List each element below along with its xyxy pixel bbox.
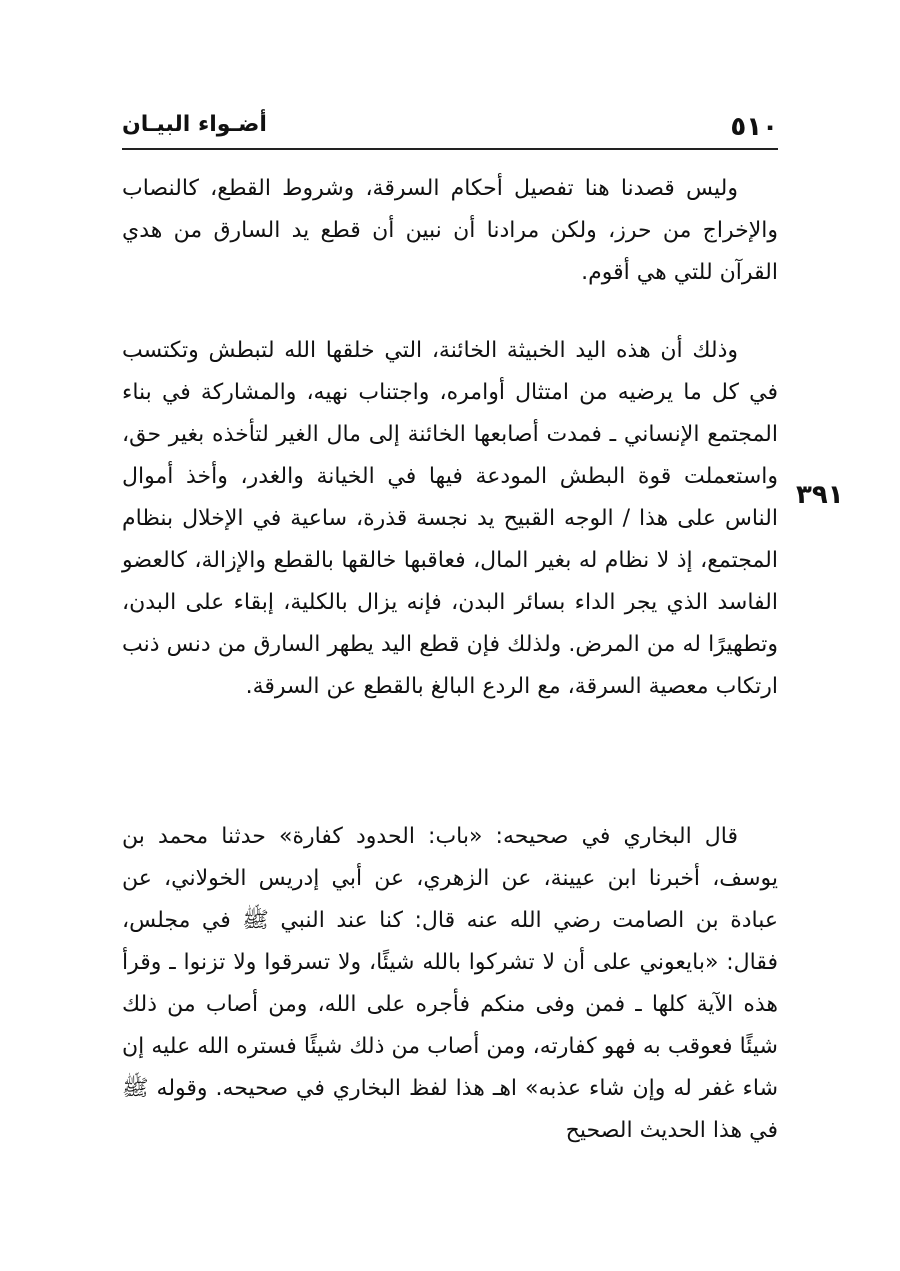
paragraph-text: وذلك أن هذه اليد الخبيثة الخائنة، التي خلقها الله لتبطش وتكتسب في كل ما يرضيه من امتثال أوامره، واجتناب نهيه، والمشاركة في بناء المجتمع الإنساني ـ فمدت أصابعها الخائنة إلى مال الغير لتأخذه بغير حق، واستعملت قوة البطش المودعة فيها في الخيانة والغدر، وأخذ أموال الناس على هذا / الوجه القبيح يد نجسة قذرة، ساعية في الإخلال بنظام المجتمع، إذ لا نظام له بغير المال، فعاقبها خالقها بالقطع والإزالة، كالعضو الفاسد الذي يجر الداء بسائر البدن، فإنه يزال بالكلية، إبقاء على البدن، وتطهيرًا له من المرض. ولذلك فإن قطع اليد يطهر السارق من دنس ذنب ارتكاب معصية السرقة، مع الردع البالغ بالقطع عن السرقة. (122, 338, 778, 699)
margin-page-number: ٣٩١ (796, 480, 844, 510)
paragraph-text: قال البخاري في صحيحه: «باب: الحدود كفارة» حدثنا محمد بن يوسف، أخبرنا ابن عيينة، عن الزهري، عن أبي إدريس الخولاني، عن عبادة بن الصامت رضي الله عنه قال: كنا عند النبي ﷺ في مجلس، فقال: «بايعوني على أن لا تشركوا بالله شيئًا، ولا تسرقوا ولا تزنوا ـ وقرأ هذه الآية كلها ـ فمن وفى منكم فأجره على الله، ومن أصاب من ذلك شيئًا فعوقب به فهو كفارته، ومن أصاب من ذلك شيئًا فستره الله عليه إن شاء غفر له وإن شاء عذبه» اهـ هذا لفظ البخاري في صحيحه. وقوله ﷺ في هذا الحديث الصحيح (122, 824, 778, 1143)
page-header (122, 108, 778, 148)
book-title: أضـواء البيـان (122, 112, 267, 137)
header-divider (122, 148, 778, 150)
page-number: ٥١٠ (730, 112, 778, 142)
paragraph-1 (122, 168, 778, 294)
paragraph-text: وليس قصدنا هنا تفصيل أحكام السرقة، وشروط القطع، كالنصاب والإخراج من حرز، ولكن مرادنا أن نبين أن قطع يد السارق من هدي القرآن للتي هي أقوم. (122, 176, 778, 285)
paragraph-3 (122, 816, 778, 1152)
paragraph-2 (122, 330, 778, 708)
